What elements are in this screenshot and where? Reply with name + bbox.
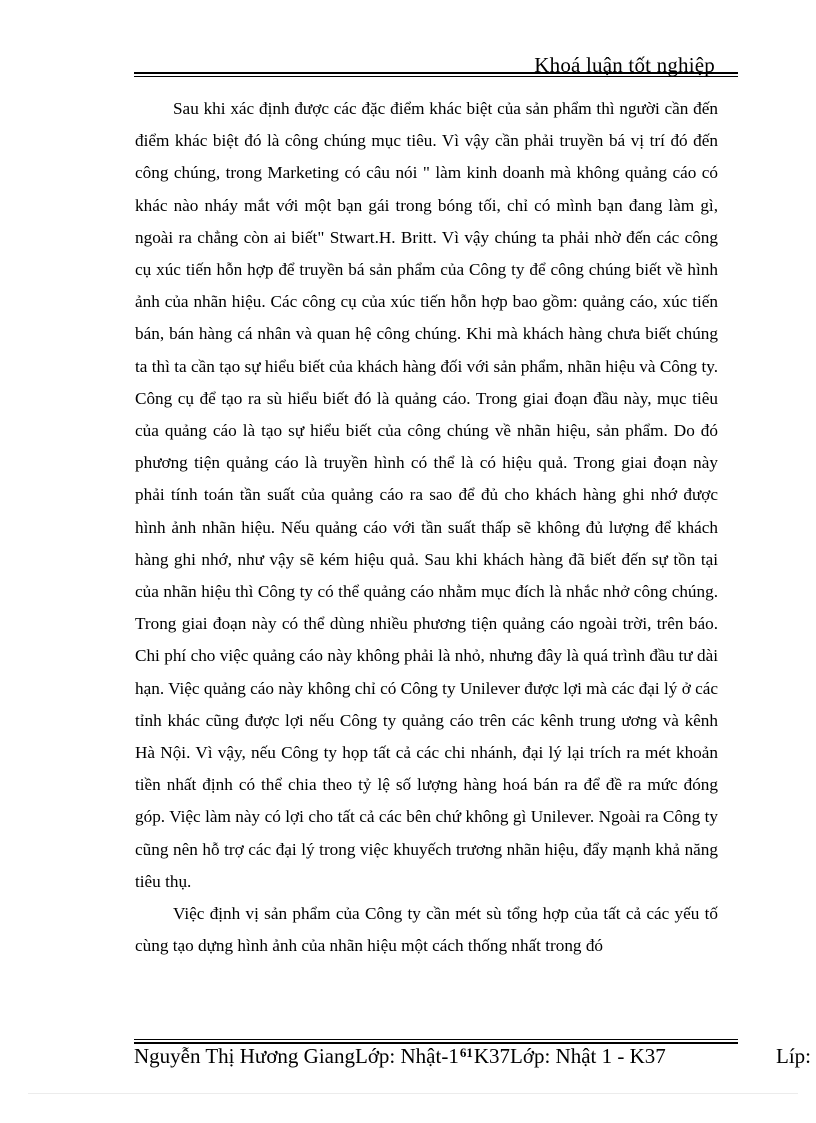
body-text [135,93,718,962]
footer-author: Nguyễn Thị Hương Giang [134,1044,355,1068]
page-bottom-edge [28,1093,798,1094]
header-rule-thick [134,72,738,74]
header-title: Khoá luận tốt nghiệp [534,53,715,77]
footer-right-text: Líp: [776,1044,811,1068]
footer-class-label-repeat: K37Lớp: Nhật 1 - K37 [473,1044,666,1068]
page-number: 61 [459,1045,473,1060]
paragraph-2: Việc định vị sản phẩm của Công ty cần mét sù tổng hợp của tất cả các yếu tố cùng tạo dựng hình ảnh của nhãn hiệu một cách thống nhất trong đó [135,904,718,956]
footer-rule-thin [134,1039,738,1040]
footer-class-label: Lớp: Nhật-1 [355,1044,459,1068]
paragraph-1: Sau khi xác định được các đặc điểm khác biệt của sản phẩm thì người cần đến điểm khác biệt đó là công chúng mục tiêu. Vì vậy cần phải truyền bá vị trí đó đến công chúng, trong Marketing có câu nói " làm kinh doanh mà không quảng cáo có khác nào nháy mắt với một bạn gái trong bóng tối, chỉ có mình bạn đang làm gì, ngoài ra chẳng còn ai biết" Stwart.H. Britt. Vì vậy chúng ta phải nhờ đến các công cụ xúc tiến hỗn hợp để truyền bá sản phẩm của Công ty để công chúng biết về hình ảnh của nhãn hiệu. Các công cụ của xúc tiến hỗn hợp bao gồm: quảng cáo, xúc tiến bán, bán hàng cá nhân và quan hệ công chúng. Khi mà khách hàng chưa biết chúng ta thì ta cần tạo sự hiểu biết của khách hàng đối với sản phẩm, nhãn hiệu và Công ty. Công cụ để tạo ra sù hiểu biết đó là quảng cáo. Trong giai đoạn đầu này, mục tiêu của quảng cáo là tạo sự hiểu biết của công chúng về nhãn hiệu, sản phẩm. Do đó phương tiện quảng cáo là truyền hình có thể là có hiệu quả. Trong giai đoạn này phải tính toán tần suất của quảng cáo ra sao để đủ cho khách hàng ghi nhớ được hình ảnh nhãn hiệu. Nếu quảng cáo với tần suất thấp sẽ không đủ lượng để khách hàng ghi nhớ, như vậy sẽ kém hiệu quả. Sau khi khách hàng đã biết đến sự tồn tại của nhãn hiệu thì Công ty có thể quảng cáo nhằm mục đích là nhắc nhở công chúng. Trong giai đoạn này có thể dùng nhiều phương tiện quảng cáo ngoài trời, trên báo. Chi phí cho việc quảng cáo này không phải là nhỏ, nhưng đây là quá trình đầu tư dài hạn. Việc quảng cáo này không chỉ có Công ty Unilever được lợi mà các đại lý ở các tỉnh khác cũng được lợi nếu Công ty quảng cáo trên các kênh trung ương và kênh Hà Nội. Vì vậy, nếu Công ty họp tất cả các chi nhánh, đại lý lại trích ra mét khoản tiền nhất định có thể chia theo tỷ lệ số lượng hàng hoá bán ra để đề ra mức đóng góp. Việc làm này có lợi cho tất cả các bên chứ không gì Unilever. Ngoài ra Công ty cũng nên hỗ trợ các đại lý trong việc khuyếch trương nhãn hiệu, đẩy mạnh khả năng tiêu thụ. [135,99,718,891]
footer-text [134,1043,666,1072]
header-rule-thin [134,76,738,77]
